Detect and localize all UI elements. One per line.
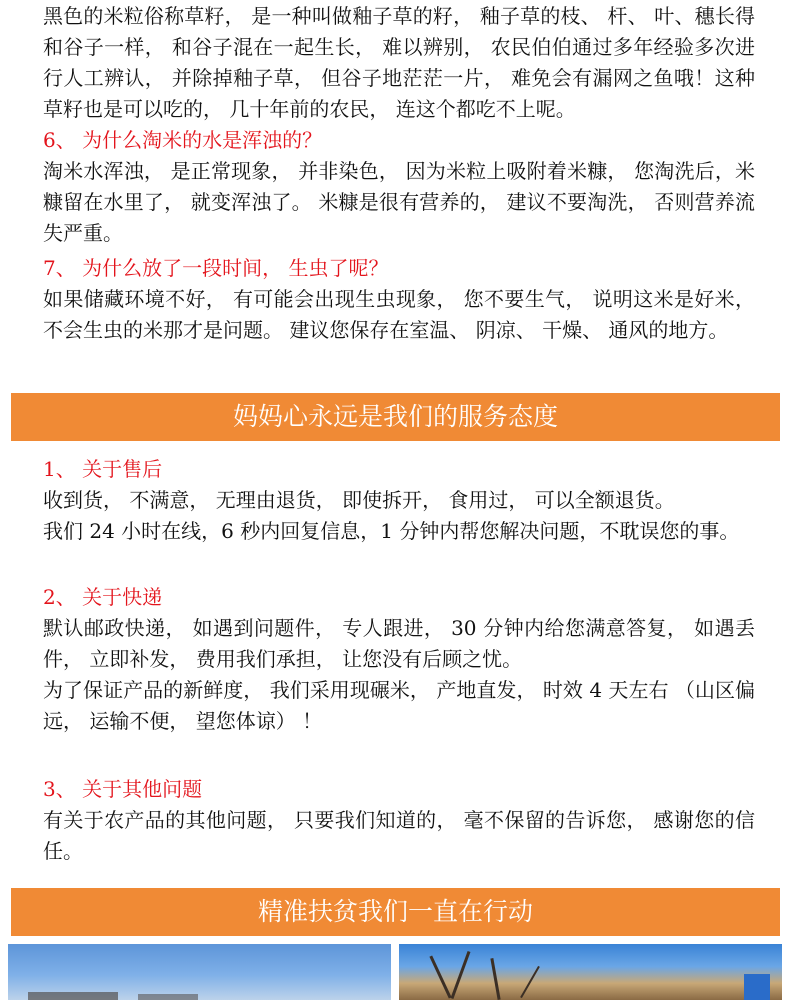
faq-6-question: 6、 为什么淘米的水是浑浊的？ [43,128,323,152]
intro-section [43,1,755,125]
other-heading: 3、 关于其他问题 [43,777,203,801]
service-banner: 妈妈心永远是我们的服务态度 [11,393,780,441]
faq-6-answer: 淘米水浑浊， 是正常现象， 并非染色， 因为米粒上吸附着米糠， 您淘洗后，米糠留在水里了， 就变浑浊了。 米糠是很有营养的， 建议不要淘洗， 否则营养流失严重。 [43,159,755,245]
intro-paragraph: 黑色的米粒俗称草籽， 是一种叫做釉子草的籽， 釉子草的枝、 杆、 叶、穗长得和谷子一样， 和谷子混在一起生长， 难以辨别， 农民伯伯通过多年经验多次进行人工辨认， 并除掉釉子草， 但谷子地茫茫一片， 难免会有漏网之鱼哦！这种草籽也是可以吃的， 几十年前的农民， 连这个都吃不上呢。 [43,4,755,121]
express-line-1: 默认邮政快递， 如遇到问题件， 专人跟进， 30 分钟内给您满意答复， 如遇丢件， 立即补发， 费用我们承担， 让您没有后顾之忧。 [43,616,755,671]
after-sales-heading: 1、 关于售后 [43,457,163,481]
express-line-2: 为了保证产品的新鲜度， 我们采用现碾米， 产地直发， 时效 4 天左右 （山区偏远， 运输不便， 望您体谅） ！ [43,678,755,733]
village-photo-right [399,944,782,1000]
after-sales-line-2: 我们 24 小时在线，6 秒内回复信息，1 分钟内帮您解决问题，不耽误您的事。 [43,519,740,543]
village-photo-left [8,944,391,1000]
faq-7-answer: 如果储藏环境不好， 有可能会出现生虫现象， 您不要生气， 说明这米是好米， 不会生虫的米那才是问题。 建议您保存在室温、 阴凉、 干燥、 通风的地方。 [43,287,755,342]
after-sales-line-1: 收到货， 不满意， 无理由退货， 即使拆开， 食用过， 可以全额退货。 [43,488,675,512]
faq-7 [43,253,755,346]
faq-6 [43,125,755,249]
other-line-1: 有关于农产品的其他问题， 只要我们知道的， 毫不保留的告诉您， 感谢您的信任。 [43,808,755,863]
express-heading: 2、 关于快递 [43,585,163,609]
blue-sign [744,974,770,1000]
service-after-sales [43,454,755,547]
service-other [43,774,755,867]
service-express [43,582,755,737]
faq-7-question: 7、 为什么放了一段时间， 生虫了呢？ [43,256,389,280]
poverty-banner: 精准扶贫我们一直在行动 [11,888,780,936]
